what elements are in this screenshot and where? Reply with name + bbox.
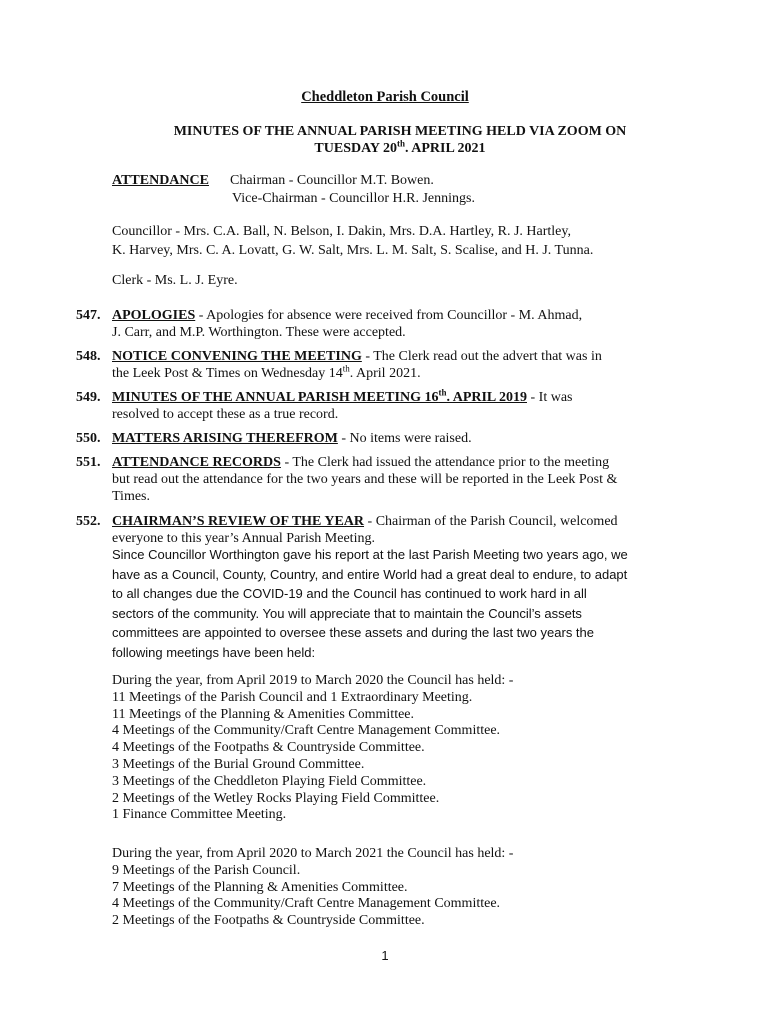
minute-item-549: 549. MINUTES OF THE ANNUAL PARISH MEETING 16th. APRIL 2019 - It was resolved to accept these as a true record. <box>76 387 573 422</box>
item-number: 552. <box>76 514 101 529</box>
meetings-intro: During the year, from April 2019 to March 2020 the Council has held: - <box>112 673 514 688</box>
subtitle-line-1: MINUTES OF THE ANNUAL PARISH MEETING HELD VIA ZOOM ON <box>173 124 627 139</box>
meetings-intro: During the year, from April 2020 to March 2021 the Council has held: - <box>112 846 514 861</box>
minute-item-550: 550. MATTERS ARISING THEREFROM - No items were raised. <box>76 431 472 446</box>
list-item: 3 Meetings of the Cheddleton Playing Field Committee. <box>112 773 427 789</box>
page-number: 1 <box>381 948 389 963</box>
item-heading: MATTERS ARISING THEREFROM <box>112 431 338 446</box>
item-heading: APOLOGIES <box>112 308 196 323</box>
item-number: 548. <box>76 349 101 364</box>
meetings-2020-2021 <box>112 846 672 930</box>
meetings-2019-2020 <box>112 673 672 824</box>
list-item: 1 Finance Committee Meeting. <box>112 807 287 823</box>
list-item: 11 Meetings of the Planning & Amenities Committee. <box>112 706 415 722</box>
chairman-review-text: Since Councillor Worthington gave his report at the last Parish Meeting two years ago, we have as a Council, County, Country, and entire World had a great deal to endure, to adapt to all changes due the COVID-19 and the Council has continued to work hard in all sectors of the community. You will appreciate that to maintain the Council’s assets committees are appointed to oversee these assets and during the last two years the following meetings have been held: <box>112 547 628 660</box>
list-item: 4 Meetings of the Footpaths & Countryside Committee. <box>112 740 425 756</box>
document-subtitle <box>135 123 665 157</box>
item-heading: ATTENDANCE RECORDS <box>112 455 281 470</box>
item-number: 550. <box>76 431 101 446</box>
list-item: 11 Meetings of the Parish Council and 1 Extraordinary Meeting. <box>112 689 473 705</box>
item-heading: CHAIRMAN’S REVIEW OF THE YEAR <box>112 514 365 529</box>
list-item: 9 Meetings of the Parish Council. <box>112 862 301 878</box>
list-item: 2 Meetings of the Wetley Rocks Playing Field Committee. <box>112 790 440 806</box>
minute-item-552: 552. CHAIRMAN’S REVIEW OF THE YEAR - Chairman of the Parish Council, welcomed everyone to this year’s Annual Parish Meeting. <box>76 514 618 546</box>
councillors-list: Councillor - Mrs. C.A. Ball, N. Belson, I. Dakin, Mrs. D.A. Hartley, R. J. Hartley, K. Harvey, Mrs. C. A. Lovatt, G. W. Salt, Mrs. L. M. Salt, S. Scalise, and H. J. Tunna. <box>112 224 594 258</box>
list-item: 4 Meetings of the Community/Craft Centre Management Committee. <box>112 896 501 912</box>
item-heading: NOTICE CONVENING THE MEETING <box>112 349 362 364</box>
item-number: 551. <box>76 455 101 470</box>
list-item: 7 Meetings of the Planning & Amenities Committee. <box>112 879 408 895</box>
document-title: Cheddleton Parish Council <box>301 89 469 105</box>
vice-chairman-line: Vice-Chairman - Councillor H.R. Jennings. <box>232 191 475 206</box>
minute-item-551: 551. ATTENDANCE RECORDS - The Clerk had issued the attendance prior to the meeting but read out the attendance for the two years and these will be reported in the Leek Post & Times. <box>76 455 618 504</box>
minute-item-547: 547. APOLOGIES - Apologies for absence were received from Councillor - M. Ahmad, J. Carr, and M.P. Worthington. These were accepted. <box>76 308 583 340</box>
list-item: 2 Meetings of the Footpaths & Countryside Committee. <box>112 913 425 929</box>
list-item: 3 Meetings of the Burial Ground Committee. <box>112 756 365 772</box>
item-heading: MINUTES OF THE ANNUAL PARISH MEETING 16th. APRIL 2019 <box>112 387 527 405</box>
attendance-label: ATTENDANCE <box>112 173 209 188</box>
clerk-line: Clerk - Ms. L. J. Eyre. <box>112 273 238 288</box>
item-number: 549. <box>76 390 101 405</box>
list-item: 4 Meetings of the Community/Craft Centre Management Committee. <box>112 723 501 739</box>
item-number: 547. <box>76 308 101 323</box>
chairman-line: Chairman - Councillor M.T. Bowen. <box>230 173 434 188</box>
subtitle-line-2: TUESDAY 20th. APRIL 2021 <box>314 138 486 156</box>
minute-item-548: 548. NOTICE CONVENING THE MEETING - The Clerk read out the advert that was in the Leek Post & Times on Wednesday 14th. April 2021. <box>76 349 602 381</box>
attendance-section <box>112 172 475 208</box>
